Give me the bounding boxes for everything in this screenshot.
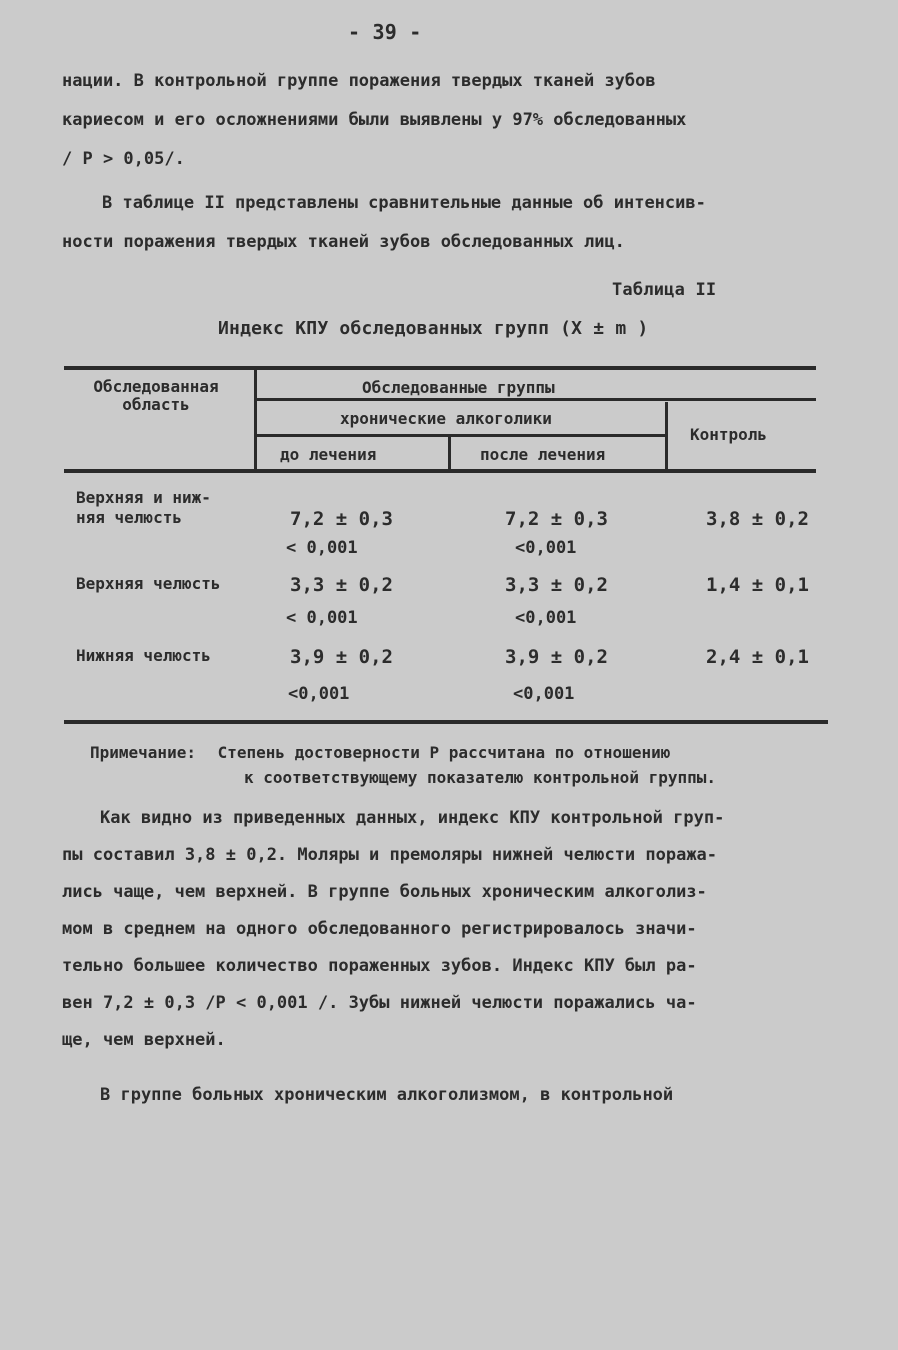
intro-paragraph bbox=[62, 62, 822, 179]
header-before: до лечения bbox=[280, 445, 377, 464]
cell-after-value: 3,9 ± 0,2 bbox=[505, 646, 608, 668]
text-line: кариесом и его осложнениями были выявлены у 97% обследованных bbox=[62, 110, 687, 130]
cell-after-p: <0,001 bbox=[515, 608, 577, 628]
table-note bbox=[90, 740, 716, 790]
table-label: Таблица II bbox=[612, 280, 717, 300]
cell-before-p: < 0,001 bbox=[286, 538, 358, 558]
text-line: В таблице II представлены сравнительные данные об интенсив- bbox=[102, 193, 706, 213]
text-line: / P > 0,05/. bbox=[62, 149, 185, 169]
row-area-line1: Нижняя челюсть bbox=[76, 646, 211, 665]
note-text: Степень достоверности P рассчитана по отношению bbox=[217, 743, 671, 762]
cell-after-p: <0,001 bbox=[515, 538, 577, 558]
text-line: ще, чем верхней. bbox=[62, 1030, 226, 1050]
cell-after-value: 3,3 ± 0,2 bbox=[505, 574, 608, 596]
header-after: после лечения bbox=[480, 445, 606, 464]
cell-control-value: 3,8 ± 0,2 bbox=[706, 508, 809, 530]
text-line: нации. В контрольной группе поражения твердых тканей зубов bbox=[62, 71, 656, 91]
text-line: лись чаще, чем верхней. В группе больных хроническим алкоголиз- bbox=[62, 882, 707, 902]
header-bottom-rule bbox=[64, 469, 816, 473]
page-number: - 39 - bbox=[348, 20, 422, 44]
cell-after-p: <0,001 bbox=[513, 684, 575, 704]
header-control: Контроль bbox=[690, 425, 768, 444]
paragraph-4 bbox=[62, 1076, 822, 1115]
paragraph-2 bbox=[62, 184, 822, 262]
cell-before-value: 3,9 ± 0,2 bbox=[290, 646, 393, 668]
text-line: пы составил 3,8 ± 0,2. Моляры и премоляры нижней челюсти поража- bbox=[62, 845, 718, 865]
cell-control-value: 1,4 ± 0,1 bbox=[706, 574, 809, 596]
header-chronic: хронические алкоголики bbox=[340, 409, 552, 428]
note-label: Примечание: bbox=[90, 743, 196, 762]
cell-before-p: <0,001 bbox=[288, 684, 350, 704]
text-line: Как видно из приведенных данных, индекс КПУ контрольной груп- bbox=[100, 808, 725, 828]
cell-before-p: < 0,001 bbox=[286, 608, 358, 628]
table-bottom-rule bbox=[64, 720, 828, 724]
row-area-line1: Верхняя и ниж- bbox=[76, 488, 211, 507]
table-title: Индекс КПУ обследованных групп (X ± m ) bbox=[218, 318, 649, 339]
table-top-rule bbox=[64, 366, 816, 370]
cell-before-value: 7,2 ± 0,3 bbox=[290, 508, 393, 530]
header-rule-chronic bbox=[255, 434, 665, 437]
text-line: вен 7,2 ± 0,3 /P < 0,001 /. Зубы нижней челюсти поражались ча- bbox=[62, 993, 697, 1013]
text-line: ности поражения твердых тканей зубов обследованных лиц. bbox=[62, 232, 625, 252]
header-rule-groups bbox=[255, 398, 816, 401]
header-groups: Обследованные группы bbox=[362, 378, 555, 397]
row-area-line2: няя челюсть bbox=[76, 508, 182, 527]
text-line: В группе больных хроническим алкоголизмом, в контрольной bbox=[100, 1085, 674, 1105]
paragraph-3 bbox=[62, 800, 822, 1059]
text-line: мом в среднем на одного обследованного регистрировалось значи- bbox=[62, 919, 697, 939]
header-area: Обследованная область bbox=[93, 377, 219, 414]
header-vline-area bbox=[254, 370, 257, 470]
cell-control-value: 2,4 ± 0,1 bbox=[706, 646, 809, 668]
cell-after-value: 7,2 ± 0,3 bbox=[505, 508, 608, 530]
header-vline-before-after bbox=[448, 437, 451, 470]
cell-before-value: 3,3 ± 0,2 bbox=[290, 574, 393, 596]
header-vline-control bbox=[665, 402, 668, 470]
note-text: к соответствующему показателю контрольной группы. bbox=[244, 768, 717, 787]
row-area-line1: Верхняя челюсть bbox=[76, 574, 221, 593]
text-line: тельно большее количество пораженных зубов. Индекс КПУ был ра- bbox=[62, 956, 697, 976]
